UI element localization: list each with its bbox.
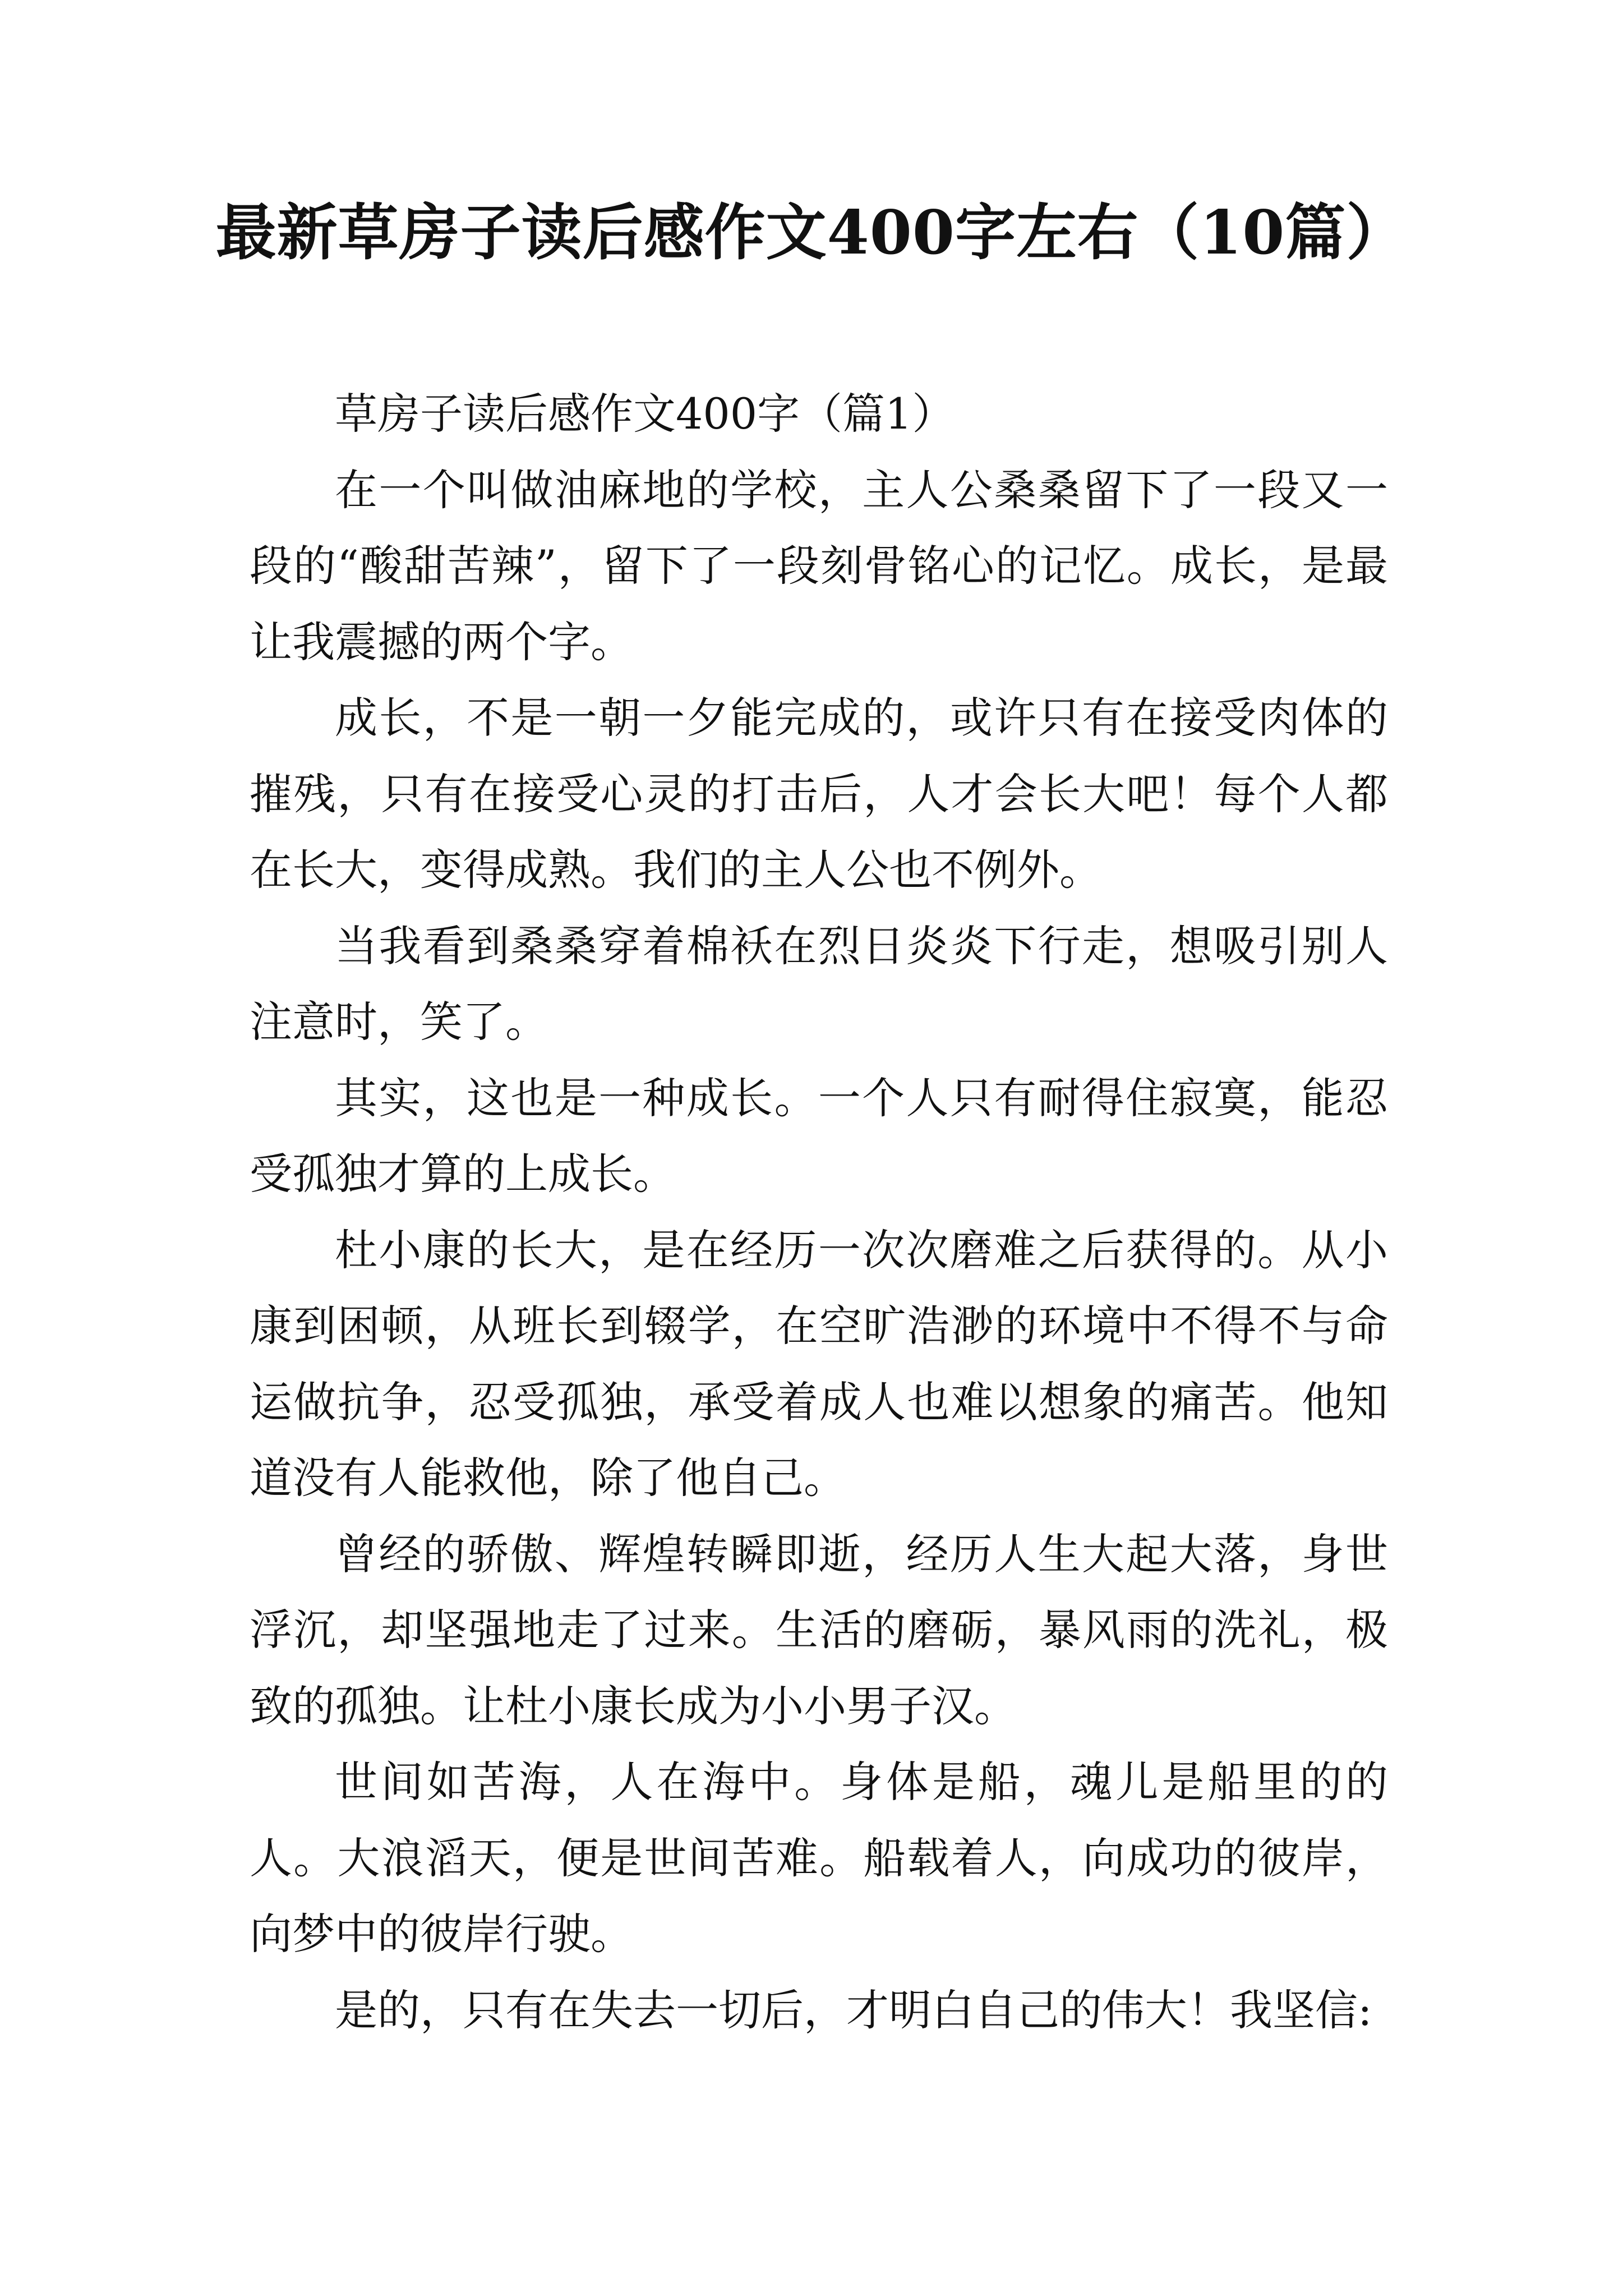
paragraph: 当我看到桑桑穿着棉袄在烈日炎炎下行走，想吸引别人注意时，笑了。 — [250, 921, 1388, 1047]
paragraph: 在一个叫做油麻地的学校，主人公桑桑留下了一段又一段的“酸甜苦辣”，留下了一段刻骨铭心的记忆。成长，是最让我震撼的两个字。 — [250, 464, 1388, 667]
paragraph: 曾经的骄傲、辉煌转瞬即逝，经历人生大起大落，身世浮沉，却坚强地走了过来。生活的磨砺，暴风雨的洗礼，极致的孤独。让杜小康长成为小小男子汉。 — [250, 1529, 1388, 1731]
document-body — [250, 376, 1388, 2048]
document-title: 最新草房子读后感作文400字左右（10篇） — [215, 197, 1408, 268]
paragraph: 成长，不是一朝一夕能完成的，或许只有在接受肉体的摧残，只有在接受心灵的打击后，人才会长大吧！每个人都在长大，变得成熟。我们的主人公也不例外。 — [250, 693, 1388, 895]
paragraph: 是的，只有在失去一切后，才明白自己的伟大！我坚信: — [335, 1985, 1372, 2035]
paragraph: 其实，这也是一种成长。一个人只有耐得住寂寞，能忍受孤独才算的上成长。 — [250, 1073, 1388, 1199]
paragraph: 世间如苦海，人在海中。身体是船，魂儿是船里的的人。大浪滔天，便是世间苦难。船载着人，向成功的彼岸，向梦中的彼岸行驶。 — [250, 1757, 1388, 1959]
section-heading: 草房子读后感作文400字（篇1） — [335, 389, 955, 439]
paragraph: 杜小康的长大，是在经历一次次磨难之后获得的。从小康到困顿，从班长到辍学，在空旷浩渺的环境中不得不与命运做抗争，忍受孤独，承受着成人也难以想象的痛苦。他知道没有人能救他，除了他自己。 — [250, 1225, 1388, 1503]
